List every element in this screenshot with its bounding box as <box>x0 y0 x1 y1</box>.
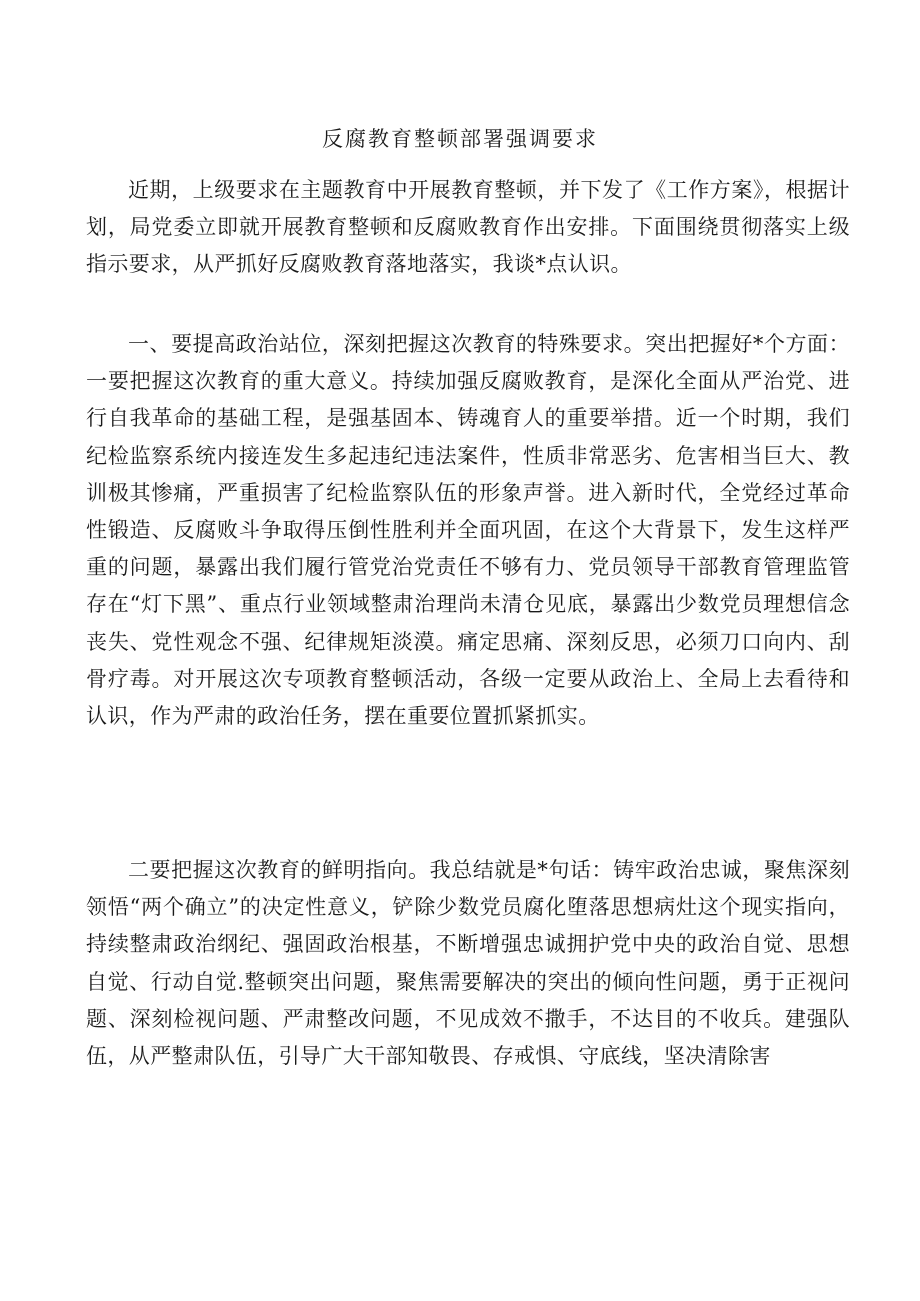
paragraph-section-two: 二要把握这次教育的鲜明指向。我总结就是*句话：铸牢政治忠诚，聚焦深刻领悟“两个确立”的决定性意义，铲除少数党员腐化堕落思想病灶这个现实指向，持续整肃政治纲纪、强固政治根基，不断增强忠诚拥护党中央的政治自觉、思想自觉、行动自觉.整顿突出问题，聚焦需要解决的突出的倾向性问题，勇于正视问题、深刻检视问题、严肃整改问题，不见成效不撒手，不达目的不收兵。建强队伍，从严整肃队伍，引导广大干部知敬畏、存戒惧、守底线，坚决清除害 <box>86 858 850 1069</box>
paragraph-intro: 近期，上级要求在主题教育中开展教育整顿，并下发了《工作方案》，根据计划，局党委立即就开展教育整顿和反腐败教育作出安排。下面围绕贯彻落实上级指示要求，从严抓好反腐败教育落地落实，我谈*点认识。 <box>86 178 850 277</box>
document-title: 反腐教育整顿部署强调要求 <box>322 127 598 151</box>
paragraph-section-one: 一、要提高政治站位，深刻把握这次教育的特殊要求。突出把握好*个方面：一要把握这次教育的重大意义。持续加强反腐败教育，是深化全面从严治党、进行自我革命的基础工程，是强基固本、铸魂育人的重要举措。近一个时期，我们纪检监察系统内接连发生多起违纪违法案件，性质非常恶劣、危害相当巨大、教训极其惨痛，严重损害了纪检监察队伍的形象声誉。进入新时代，全党经过革命性锻造、反腐败斗争取得压倒性胜利并全面巩固，在这个大背景下，发生这样严重的问题，暴露出我们履行管党治党责任不够有力、党员领导干部教育管理监管存在“灯下黑”、重点行业领域整肃治理尚未清仓见底，暴露出少数党员理想信念丧失、党性观念不强、纪律规矩淡漠。痛定思痛、深刻反思，必须刀口向内、刮骨疗毒。对开展这次专项教育整顿活动，各级一定要从政治上、全局上去看待和认识，作为严肃的政治任务，摆在重要位置抓紧抓实。 <box>86 332 850 729</box>
